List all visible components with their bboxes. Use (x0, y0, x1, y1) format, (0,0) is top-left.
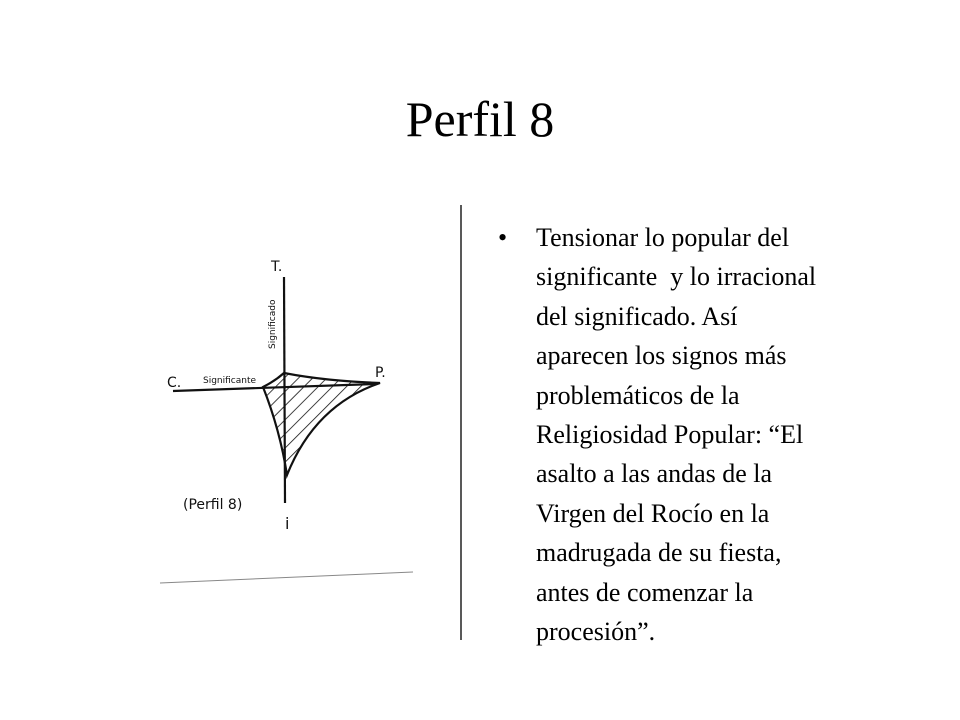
axis-annotation-vertical: Significado (268, 299, 278, 349)
bullet-line: aparecen los signos más (536, 341, 787, 371)
perfil-sketch (75, 205, 470, 645)
axis-label-right: P. (375, 365, 386, 381)
figure-caption: (Perfil 8) (183, 497, 243, 513)
axis-annotation-horizontal: Significante (203, 376, 257, 386)
bullet-line: Virgen del Rocío en la (536, 498, 770, 528)
bullet-line: significante y lo irracional (536, 262, 817, 292)
bullet-line: antes de comenzar la (536, 577, 754, 607)
bullet-line: asalto a las andas de la (536, 459, 773, 489)
hatched-profile-area (263, 373, 380, 475)
bullet-line: Tensionar lo popular del (536, 223, 790, 252)
slide-title: Perfil 8 (405, 91, 555, 147)
bullet-line: madrugada de su fiesta, (536, 538, 782, 568)
bullet-line: del significado. Así (536, 301, 738, 331)
axis-label-bottom: i (285, 514, 290, 533)
page-bottom-edge (160, 572, 413, 583)
bullet-item (498, 218, 898, 651)
bullet-list (498, 218, 898, 651)
bullet-line: procesión”. (536, 617, 656, 647)
axis-label-top: T. (271, 259, 283, 275)
bullet-marker: • (498, 223, 508, 252)
bullet-line: problemáticos de la (536, 380, 740, 410)
axis-label-left: C. (167, 375, 182, 391)
bullet-line: Religiosidad Popular: “El (536, 420, 804, 450)
perfil-diagram (75, 205, 470, 645)
